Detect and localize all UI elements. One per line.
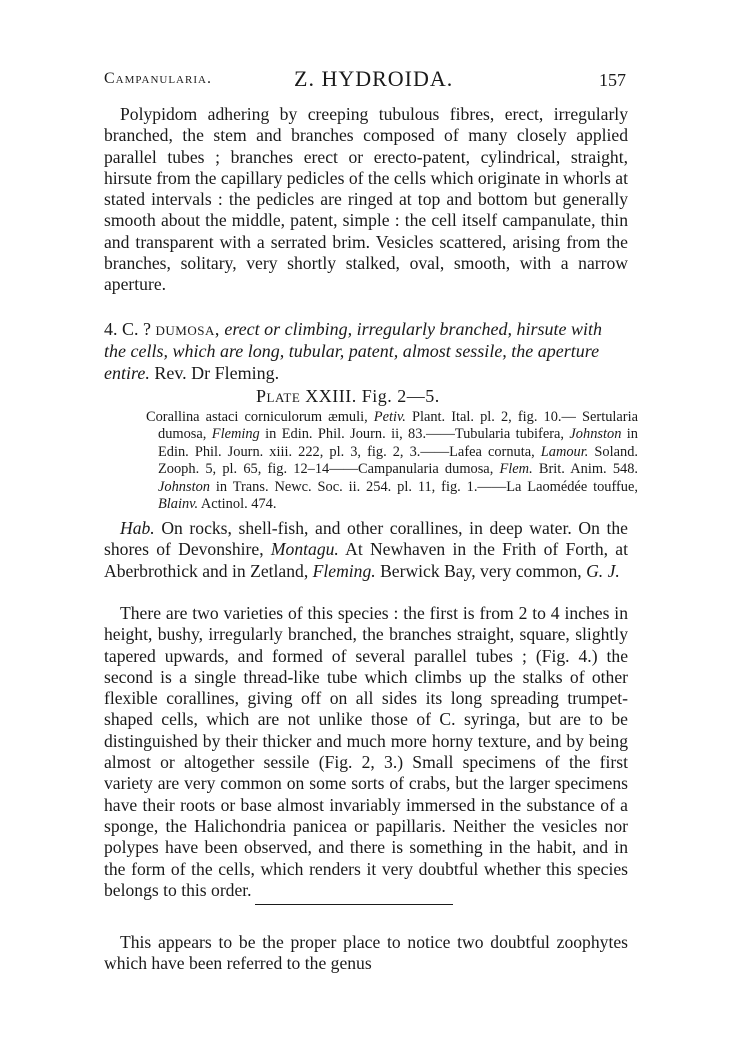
synonym-author: Johnston <box>158 478 210 495</box>
synonymy-block <box>146 409 638 513</box>
synonym-text: in Trans. Newc. Soc. ii. 254. pl. 11, fig. 1.——La Laomédée touffue, <box>215 478 638 495</box>
habitat-authority: Fleming. <box>312 560 376 581</box>
synonym-author: Flem. <box>499 461 533 478</box>
synonym-text: Actinol. 474. <box>200 496 277 513</box>
habitat-text: At Newhaven in the Frith of Forth, at Aberbrothick and in Zetland, <box>104 539 628 581</box>
synonym-text: in Edin. Phil. Journ. ii, 83.——Tubularia tubifera, <box>265 426 565 443</box>
synonym-text: Corallina astaci corniculorum æmuli, <box>146 409 368 425</box>
synonym-author: Petiv. <box>373 409 406 425</box>
synonym-text: Plant. Ital. pl. 2, fig. 10.— <box>411 409 576 425</box>
synonym-author: Fleming <box>211 426 260 443</box>
running-head-center: Z. HYDROIDA. <box>294 66 454 91</box>
species-diagnosis: erect or climbing, irregularly branched, hirsute with the cells, which are long, tubular, patent, almost sessile, the aperture entire. <box>104 319 602 383</box>
page-number: 157 <box>599 70 626 90</box>
running-head-left: Campanularia. <box>104 70 212 87</box>
habitat-label: Hab. <box>120 518 155 538</box>
closing-paragraph: This appears to be the proper place to notice two doubtful zoophytes which have been referred to the genus <box>104 932 628 974</box>
synonym-author: Lamour. <box>540 443 589 460</box>
plate-label: Plate <box>256 386 301 406</box>
synonym-author: Blainv. <box>158 496 199 513</box>
page-header <box>104 66 626 96</box>
species-name: dumosa, <box>155 319 220 339</box>
habitat-text: On rocks, shell-fish, and other corallines, in deep water. On the shores of Devonshire, <box>104 518 628 560</box>
synonym-text: Soland. Zooph. 5, pl. 65, fig. 12–14——Campanularia dumosa, <box>158 443 638 478</box>
varieties-paragraph: There are two varieties of this species : the first is from 2 to 4 inches in height, bushy, irregularly branched, the branches straight, square, slightly tapered upwards, and formed of several parallel tubes ; (Fig. 4.) the second is a single thread-like tube which climbs up the stalks of other flexible corallines, giving off on all sides its long spreading trumpet-shaped cells, which are not unlike those of C. syringa, but are to be distinguished by their thicker and much more horny texture, and by being almost or altogether sessile (Fig. 2, 3.) Small specimens of the first variety are very common on some sorts of crabs, but the larger specimens have their roots or base almost invariably immersed in the substance of a sponge, the Halichondria panicea or papillaris. Neither the vesicles nor polypes have been observed, and there is something in the habit, and in the form of the cells, which renders it very doubtful whether this species belongs to this order. <box>104 603 628 900</box>
species-description-paragraph: Polypidom adhering by creeping tubulous fibres, erect, irregularly branched, the stem and branches composed of many closely applied parallel tubes ; branches erect or erecto-patent, cylindrical, straight, hirsute from the capillary pedicles of the cells which originate in whorls at stated intervals : the pedicles are ringed at top and bottom but generally smooth about the middle, patent, simple : the cell itself campanulate, thin and transparent with a serrated brim. Vesicles scattered, arising from the branches, solitary, very shortly stalked, oval, smooth, with a narrow aperture. <box>104 104 628 295</box>
synonym-text: in Edin. Phil. Journ. xiii. 222, pl. 3, fig. 2, 3.——Lafea cornuta, <box>158 426 638 460</box>
synonym-text: Brit. Anim. 548. <box>538 461 639 478</box>
synonym-text: Sertularia dumosa, <box>158 409 638 443</box>
species-heading <box>104 318 628 384</box>
species-authority: Rev. Dr Fleming. <box>154 363 280 383</box>
species-number: 4. C. ? <box>104 319 151 339</box>
habitat-paragraph <box>104 518 628 582</box>
plate-reference <box>256 386 440 407</box>
habitat-text: Berwick Bay, very common, <box>380 560 582 581</box>
habitat-authority: Montagu. <box>270 539 339 560</box>
synonym-author: Johnston <box>569 426 622 443</box>
habitat-authority: G. J. <box>586 560 620 581</box>
plate-figures: XXIII. Fig. 2—5. <box>305 386 440 406</box>
section-divider <box>255 904 453 905</box>
